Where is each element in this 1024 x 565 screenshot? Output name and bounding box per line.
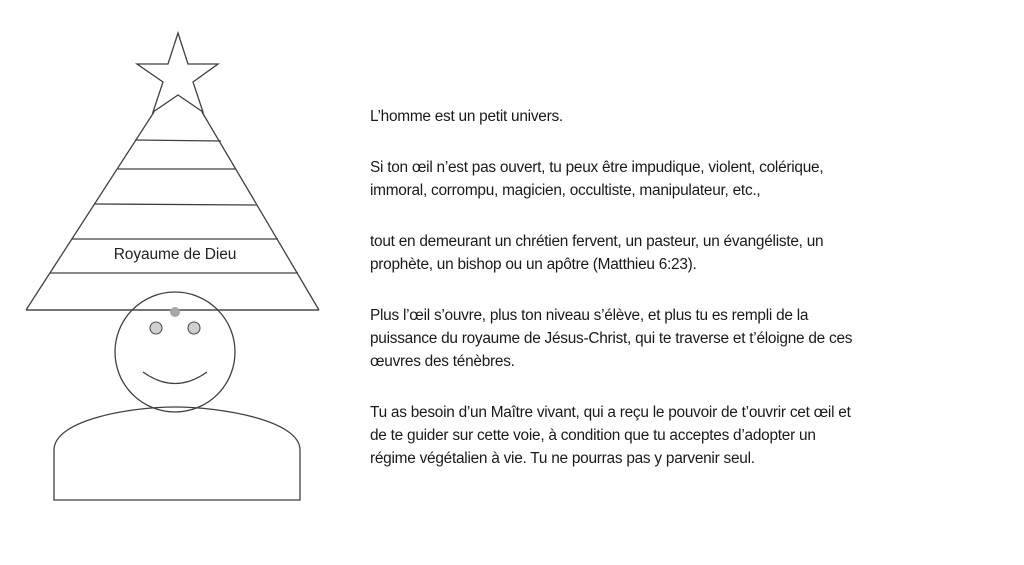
text-line: Plus l’œil s’ouvre, plus ton niveau s’élève, et plus tu es rempli de la <box>370 307 809 324</box>
kingdom-of-god-diagram <box>0 0 360 565</box>
pyramid-label: Royaume de Dieu <box>113 246 237 263</box>
text-line: œuvres des ténèbres. <box>370 353 515 370</box>
text-line: Si ton œil n’est pas ouvert, tu peux être impudique, violent, colérique, <box>370 159 824 176</box>
star-icon <box>137 33 218 112</box>
pyramid-right-edge <box>202 112 319 310</box>
text-panel <box>370 105 990 498</box>
text-line: puissance du royaume de Jésus-Christ, qui te traverse et t’éloigne de ces <box>370 330 853 347</box>
text-line: Tu as besoin d’un Maître vivant, qui a reçu le pouvoir de t’ouvrir cet œil et <box>370 404 851 421</box>
third-eye-icon <box>170 307 180 317</box>
smile-mouth <box>143 372 207 384</box>
paragraph-4 <box>370 304 990 373</box>
pyramid-level-line-1 <box>135 140 221 141</box>
text-line: régime végétalien à vie. Tu ne pourras pas y parvenir seul. <box>370 450 755 467</box>
body-torso <box>54 407 300 500</box>
text-line: prophète, un bishop ou un apôtre (Matthieu 6:23). <box>370 256 697 273</box>
paragraph-2 <box>370 156 990 202</box>
paragraph-5 <box>370 401 990 470</box>
right-eye-icon <box>188 322 200 334</box>
text-line: immoral, corrompu, magicien, occultiste, manipulateur, etc., <box>370 182 761 199</box>
paragraph-1 <box>370 105 990 128</box>
paragraph-3 <box>370 230 990 276</box>
pyramid-left-edge <box>26 112 154 310</box>
text-line: tout en demeurant un chrétien fervent, un pasteur, un évangéliste, un <box>370 233 824 250</box>
text-line: de te guider sur cette voie, à condition que tu acceptes d’adopter un <box>370 427 816 444</box>
text-line: L’homme est un petit univers. <box>370 108 563 125</box>
left-eye-icon <box>150 322 162 334</box>
diagram-canvas <box>0 0 360 565</box>
pyramid-level-line-3 <box>94 204 257 205</box>
pyramid-shape <box>26 112 319 310</box>
